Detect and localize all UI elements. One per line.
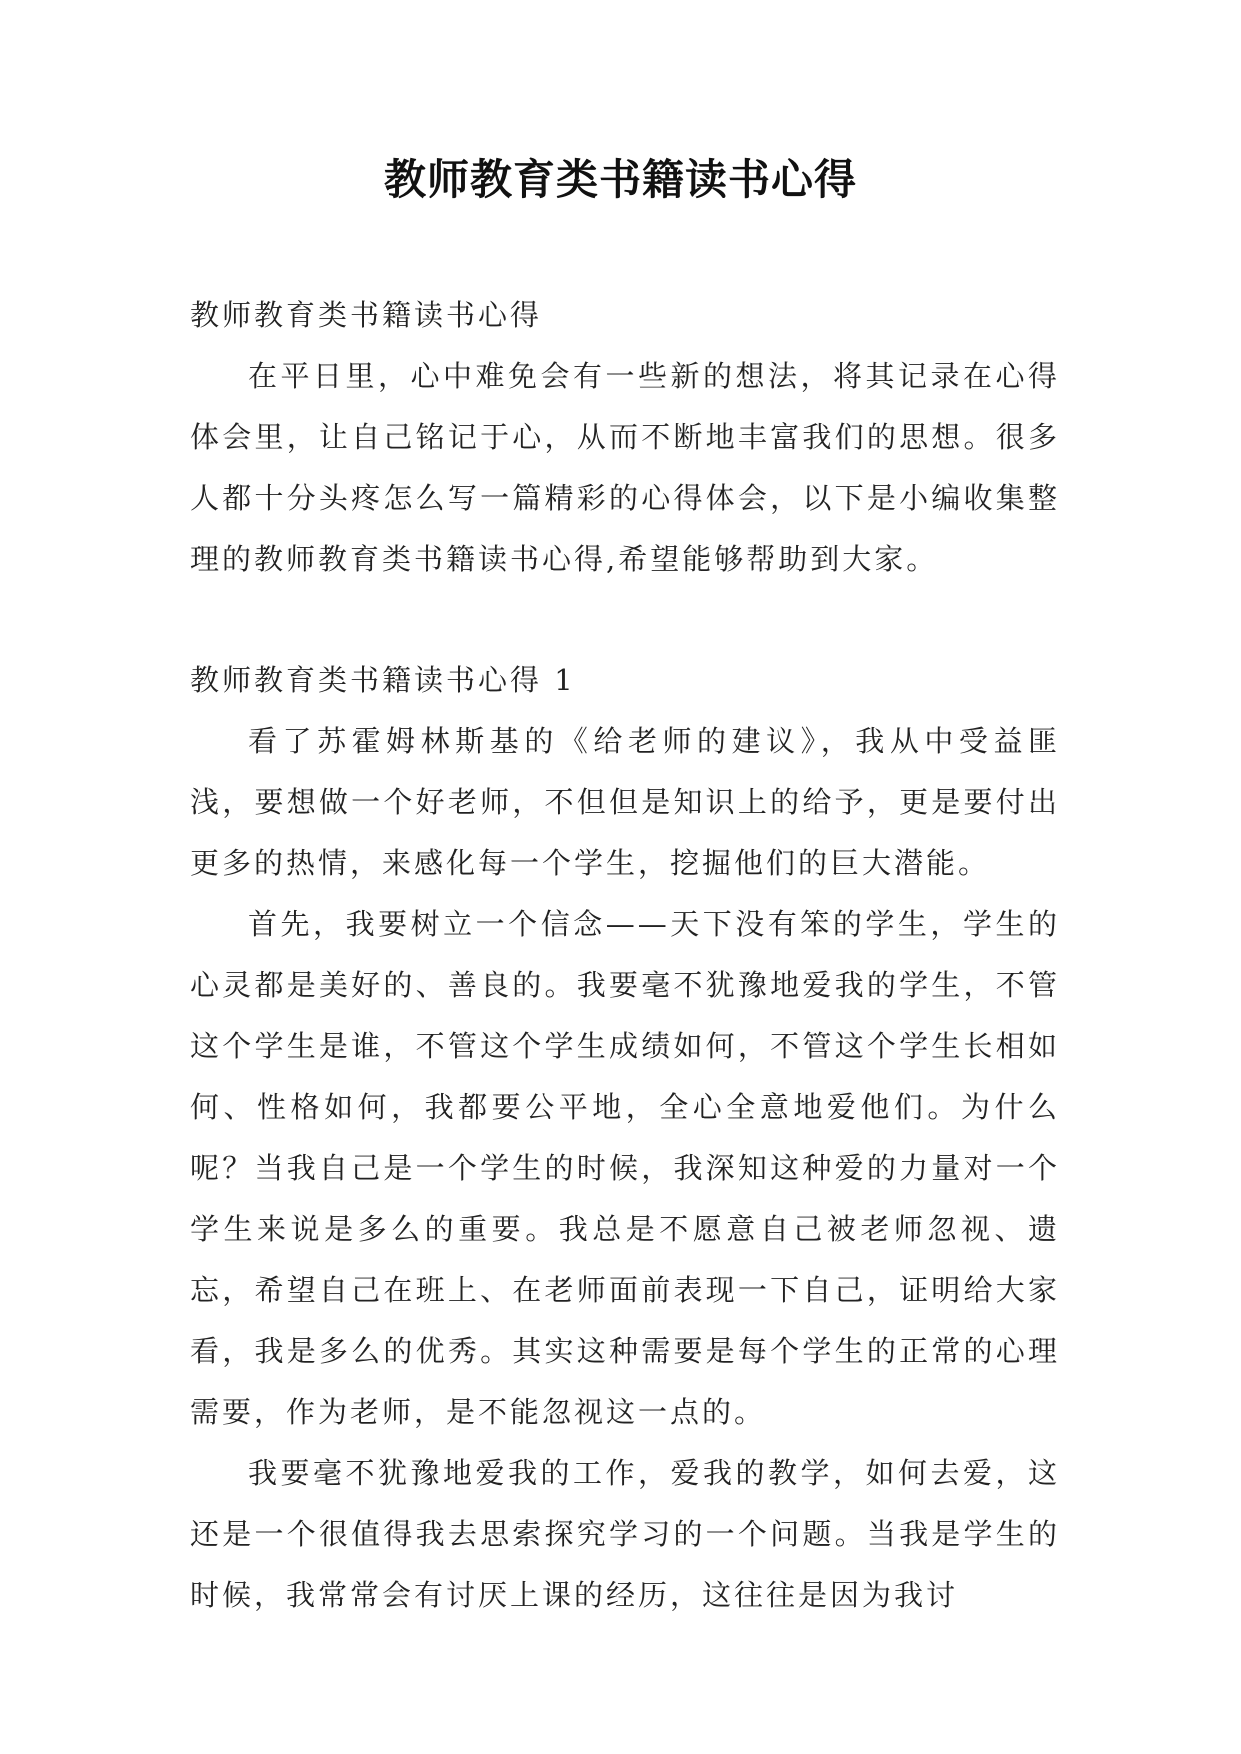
intro-paragraph: 在平日里，心中难免会有一些新的想法，将其记录在心得体会里，让自己铭记于心，从而不断地丰富我们的思想。很多人都十分头疼怎么写一篇精彩的心得体会，以下是小编收集整理的教师教育类书籍读书心得,希望能够帮助到大家。 [190,359,1060,576]
section-spacer [190,590,1060,650]
document-body [190,285,1060,1626]
section-1-heading: 教师教育类书籍读书心得 1 [190,663,576,697]
section-1-paragraph-3: 我要毫不犹豫地爱我的工作，爱我的教学，如何去爱，这还是一个很值得我去思索探究学习的一个问题。当我是学生的时候，我常常会有讨厌上课的经历，这往往是因为我讨 [190,1456,1060,1612]
section-1-paragraph-1: 看了苏霍姆林斯基的《给老师的建议》，我从中受益匪浅，要想做一个好老师，不但但是知识上的给予，更是要付出更多的热情，来感化每一个学生，挖掘他们的巨大潜能。 [190,724,1060,880]
section-1-paragraph-2: 首先，我要树立一个信念——天下没有笨的学生，学生的心灵都是美好的、善良的。我要毫不犹豫地爱我的学生，不管这个学生是谁，不管这个学生成绩如何，不管这个学生长相如何、性格如何，我都要公平地，全心全意地爱他们。为什么呢？当我自己是一个学生的时候，我深知这种爱的力量对一个学生来说是多么的重要。我总是不愿意自己被老师忽视、遗忘，希望自己在班上、在老师面前表现一下自己，证明给大家看，我是多么的优秀。其实这种需要是每个学生的正常的心理需要，作为老师，是不能忽视这一点的。 [190,907,1060,1429]
intro-heading: 教师教育类书籍读书心得 [190,298,543,332]
document-title: 教师教育类书籍读书心得 [383,155,857,204]
